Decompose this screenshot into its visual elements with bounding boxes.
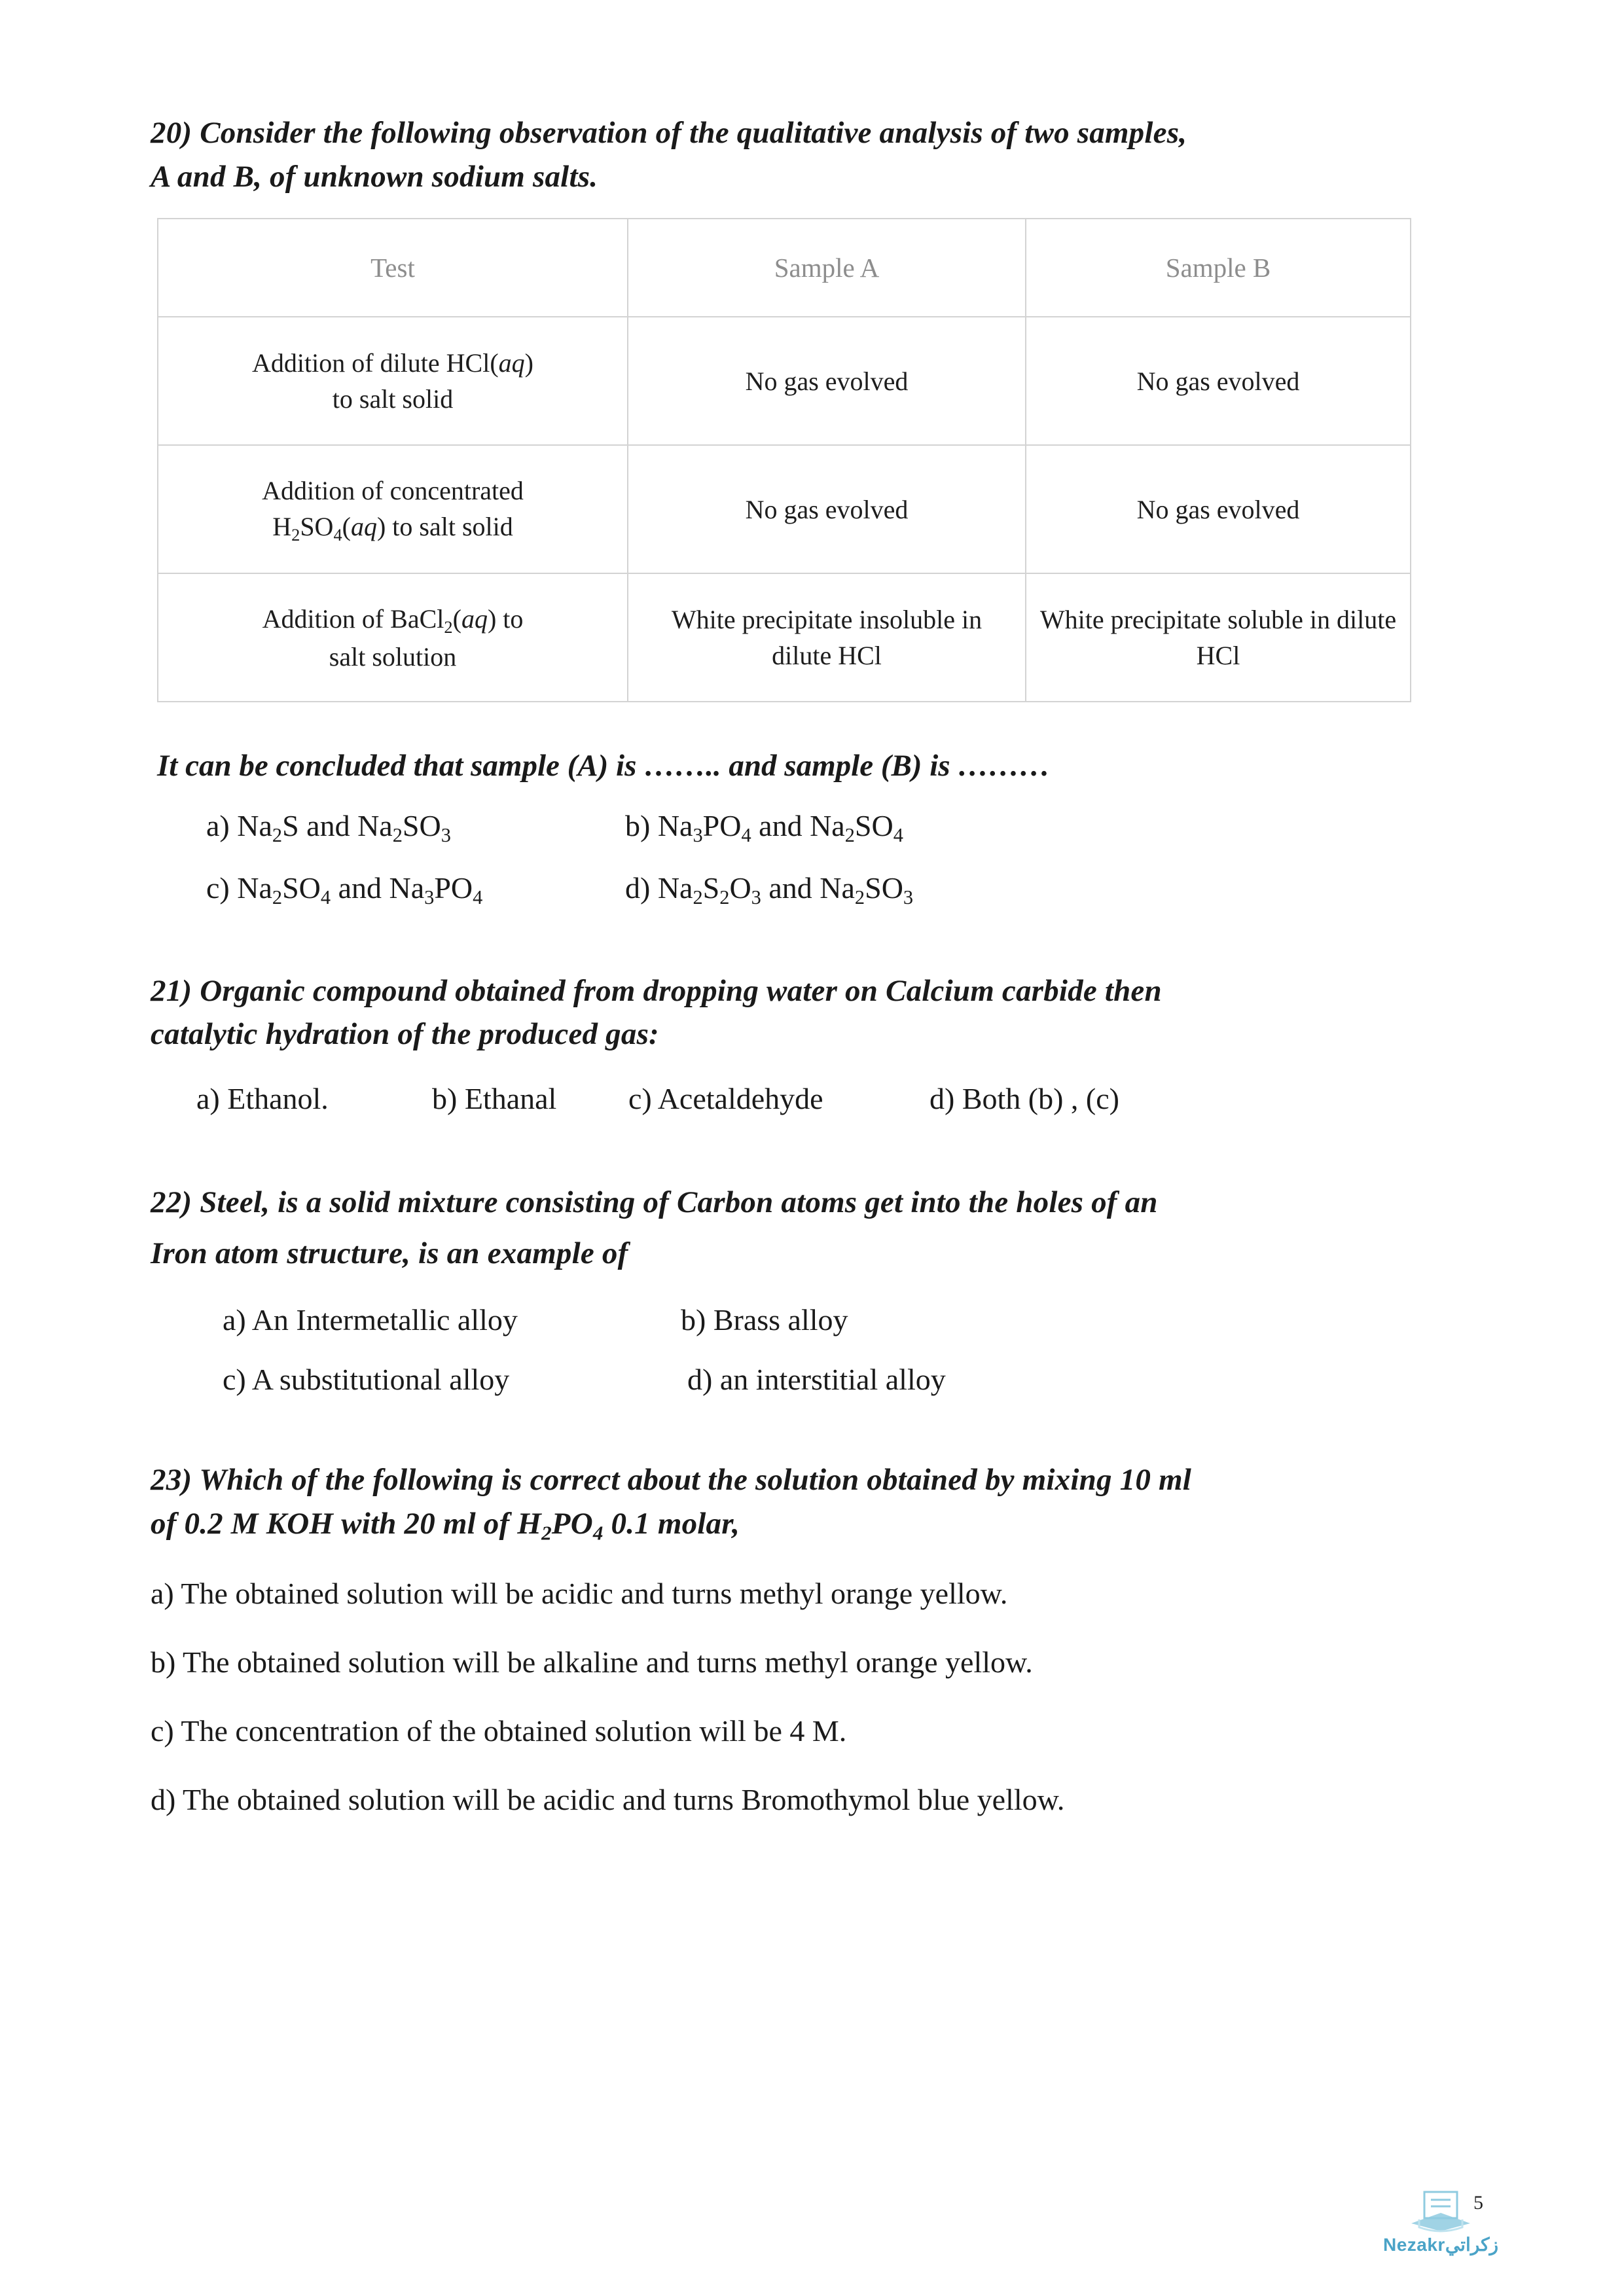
q21-option-a: a) Ethanol. [196, 1082, 329, 1116]
q21-stem-line1: 21) Organic compound obtained from dropping water on Calcium carbide then [151, 973, 1162, 1008]
q22-option-c: c) A substitutional alloy [223, 1363, 510, 1397]
qualitative-analysis-table [157, 218, 1411, 702]
spacer [151, 1121, 1460, 1177]
table-cell-sample-a: No gas evolved [628, 317, 1026, 445]
q23-option-b: b) The obtained solution will be alkaline and turns methyl orange yellow. [151, 1645, 1033, 1679]
table-header-test: Test [158, 219, 628, 317]
table-row [158, 445, 1411, 573]
q23-stem-line1: 23) Which of the following is correct about the solution obtained by mixing 10 ml [151, 1463, 1191, 1498]
q21-option-c: c) Acetaldehyde [628, 1082, 823, 1116]
q23-stem [151, 1458, 1460, 1547]
graduation-cap-icon [1405, 2185, 1477, 2233]
q22-option-a: a) An Intermetallic alloy [223, 1303, 518, 1337]
q23-option-d: d) The obtained solution will be acidic and turns Bromothymol blue yellow. [151, 1783, 1065, 1817]
table-cell-sample-b: No gas evolved [1026, 317, 1411, 445]
table-cell-sample-b: White precipitate soluble in dilute HCl [1026, 573, 1411, 702]
question-22 [151, 1177, 1460, 1402]
q22-options [223, 1297, 1460, 1402]
table-header-sample-b: Sample B [1026, 219, 1411, 317]
q23-options [151, 1571, 1460, 1822]
q21-option-d: d) Both (b) , (c) [929, 1082, 1119, 1116]
table-row [158, 317, 1411, 445]
q22-stem-line2: Iron atom structure, is an example of [151, 1236, 628, 1270]
q21-option-b: b) Ethanal [432, 1082, 557, 1116]
q20-option-d: d) $Na_2S_2O_3$ and $Na_2SO_3$ [625, 871, 914, 909]
q23-option-a: a) The obtained solution will be acidic and turns methyl orange yellow. [151, 1577, 1008, 1611]
question-23 [151, 1458, 1460, 1822]
q22-stem-line1: 22) Steel, is a solid mixture consisting of Carbon atoms get into the holes of an [151, 1185, 1158, 1220]
q22-option-b: b) Brass alloy [681, 1303, 848, 1337]
table-header-row [158, 219, 1411, 317]
table-cell-test: Addition of dilute HCl(aq) to salt solid [158, 317, 628, 445]
question-20 [151, 111, 1460, 913]
q23-option-c: c) The concentration of the obtained solution will be 4 M. [151, 1714, 847, 1748]
q21-stem [151, 969, 1460, 1056]
q22-stem [151, 1177, 1460, 1279]
table-row [158, 573, 1411, 702]
q20-option-c: c) $Na_2SO_4$ and $Na_3PO_4$ [206, 871, 483, 909]
q21-stem-line2: catalytic hydration of the produced gas: [151, 1017, 659, 1052]
q22-option-d: d) an interstitial alloy [687, 1363, 946, 1397]
q20-option-a: a) $Na_2S$ and $Na_2SO_3$ [206, 809, 451, 847]
spacer [151, 913, 1460, 969]
q20-stem-line2: A and B, of unknown sodium salts. [151, 159, 598, 194]
q21-options [196, 1076, 1460, 1121]
table-cell-test: Addition of BaCl$_2$(aq) to salt solution [158, 573, 628, 702]
q23-stem-line2: of 0.2 M KOH with 20 ml of $H_2PO_4$ 0.1 molar, [151, 1507, 740, 1545]
spacer [151, 1402, 1460, 1458]
watermark [1362, 2185, 1519, 2255]
q20-stem-line1: 20) Consider the following observation of the qualitative analysis of two samples, [151, 116, 1187, 150]
table-cell-sample-a: No gas evolved [628, 445, 1026, 573]
table-cell-sample-a: White precipitate insoluble in dilute HCl [628, 573, 1026, 702]
table-cell-test: Addition of concentrated $H_2SO_4(aq)$ to salt solid [158, 445, 628, 573]
q20-options [206, 803, 1460, 912]
q20-conclusion: It can be concluded that sample (A) is …….. and sample (B) is ……… [157, 749, 1051, 783]
question-21 [151, 969, 1460, 1121]
q20-stem [151, 111, 1460, 198]
table-cell-sample-b: No gas evolved [1026, 445, 1411, 573]
page-number: 5 [1473, 2192, 1483, 2214]
watermark-text: Nezakrزكراتي [1382, 2234, 1499, 2255]
q20-option-b: b) $Na_3PO_4$ and $Na_2SO_4$ [625, 809, 903, 847]
table-header-sample-a: Sample A [628, 219, 1026, 317]
